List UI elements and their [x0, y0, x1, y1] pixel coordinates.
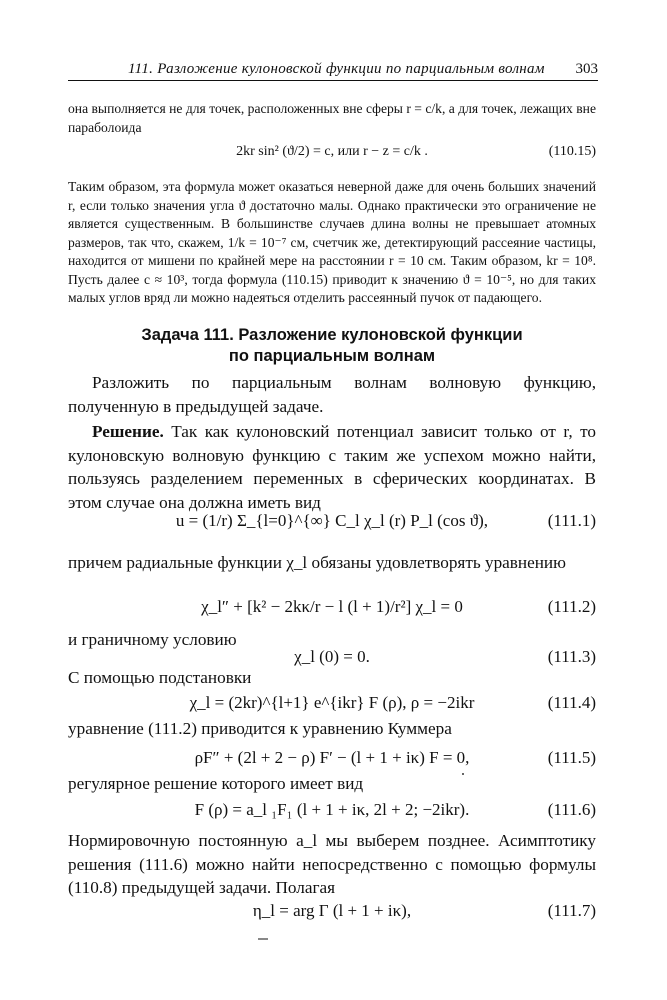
paragraph-substitution: С помощью подстановки — [68, 668, 252, 687]
solution-label: Решение. — [92, 422, 164, 441]
equation-body: u = (1/r) Σ_{l=0}^{∞} C_l χ_l (r) P_l (cos ϑ), — [175, 511, 489, 530]
equation-body: ρF″ + (2l + 2 − ρ) F′ − (l + 1 + iκ) F = 0, — [194, 748, 470, 767]
equation-body: η_l = arg Γ (l + 1 + iκ), — [252, 901, 412, 920]
equation-111-2 — [68, 594, 596, 618]
equation-number: (111.7) — [547, 901, 596, 920]
equation-body: χ_l = (2kr)^{l+1} e^{ikr} F (ρ), ρ = −2ikr — [189, 693, 475, 712]
equation-body: 2kr sin² (ϑ/2) = c, или r − z = c/k . — [236, 144, 428, 159]
equation-body: F (ρ) = a_l ₁F₁ (l + 1 + iκ, 2l + 2; −2ikr). — [194, 800, 470, 819]
page-number: 303 — [575, 61, 598, 77]
paragraph-normalization: Нормировочную постоянную a_l мы выберем позднее. Асимптотику решения (111.6) можно найти непосредственно с помощью формулы (110.8) предыдущей задачи. Полагая — [68, 831, 596, 898]
equation-number: (111.5) — [547, 748, 596, 767]
equation-body: χ_l (0) = 0. — [294, 647, 370, 666]
equation-111-7 — [68, 898, 596, 922]
equation-number: (111.2) — [547, 597, 596, 616]
equation-111-3 — [68, 644, 596, 668]
task-statement: Разложить по парциальным волнам волновую функцию, полученную в предыдущей задаче. — [68, 373, 596, 416]
equation-111-5 — [68, 745, 596, 769]
equation-number: (111.3) — [547, 647, 596, 666]
running-header — [68, 58, 598, 81]
equation-number: (111.1) — [547, 511, 596, 530]
equation-111-1 — [68, 508, 596, 532]
paragraph-boundary: и граничному условию — [68, 630, 237, 649]
equation-number: (111.4) — [547, 693, 596, 712]
solution-paragraph: Решение. Так как кулоновский потенциал зависит только от r, то кулоновскую волновую функцию с таким же успехом можно найти, пользуясь разделением переменных в сферических координатах. В этом случае она должна иметь вид — [68, 422, 597, 512]
equation-111-6 — [68, 797, 596, 821]
print-mark — [258, 938, 268, 940]
print-speck — [462, 773, 464, 775]
equation-number: (110.15) — [548, 144, 596, 159]
equation-body: χ_l″ + [k² − 2kκ/r − l (l + 1)/r²] χ_l = 0 — [201, 597, 463, 616]
paragraph-regular: регулярное решение которого имеет вид — [68, 774, 364, 793]
paragraph-kummer: уравнение (111.2) приводится к уравнению Куммера — [68, 719, 452, 738]
equation-110-15 — [68, 140, 596, 164]
remark-paragraph: Таким образом, эта формула может оказаться неверной даже для очень больших значений r, если только значения угла ϑ достаточно малы. Однако практически это ограничение не является существенным. В большинстве случаев длина волны не превышает атомных размеров, так что, скажем, 1/k = 10⁻⁷ см, счетчик же, детектирующий рассеяние частицы, находится от мишени по крайней мере на расстоянии r = 10 см. Таким образом, kr = 10⁸. Пусть далее c ≈ 10³, тогда формула (110.15) приводит к значению ϑ = 10⁻⁵, но для таких малых углов вряд ли можно надеяться отделить рассеянный пучок от падающего. — [68, 179, 596, 305]
paragraph-radial: причем радиальные функции χ_l обязаны удовлетворять уравнению — [68, 553, 566, 572]
running-title: 111. Разложение кулоновской функции по парциальным волнам — [128, 61, 545, 77]
equation-number: (111.6) — [547, 800, 596, 819]
problem-heading: Задача 111. Разложение кулоновской функции по парциальным волнам — [141, 326, 523, 365]
intro-paragraph: она выполняется не для точек, расположенных вне сферы r = c/k, а для точек, лежащих вне параболоида — [68, 101, 596, 135]
equation-111-4 — [68, 690, 596, 714]
